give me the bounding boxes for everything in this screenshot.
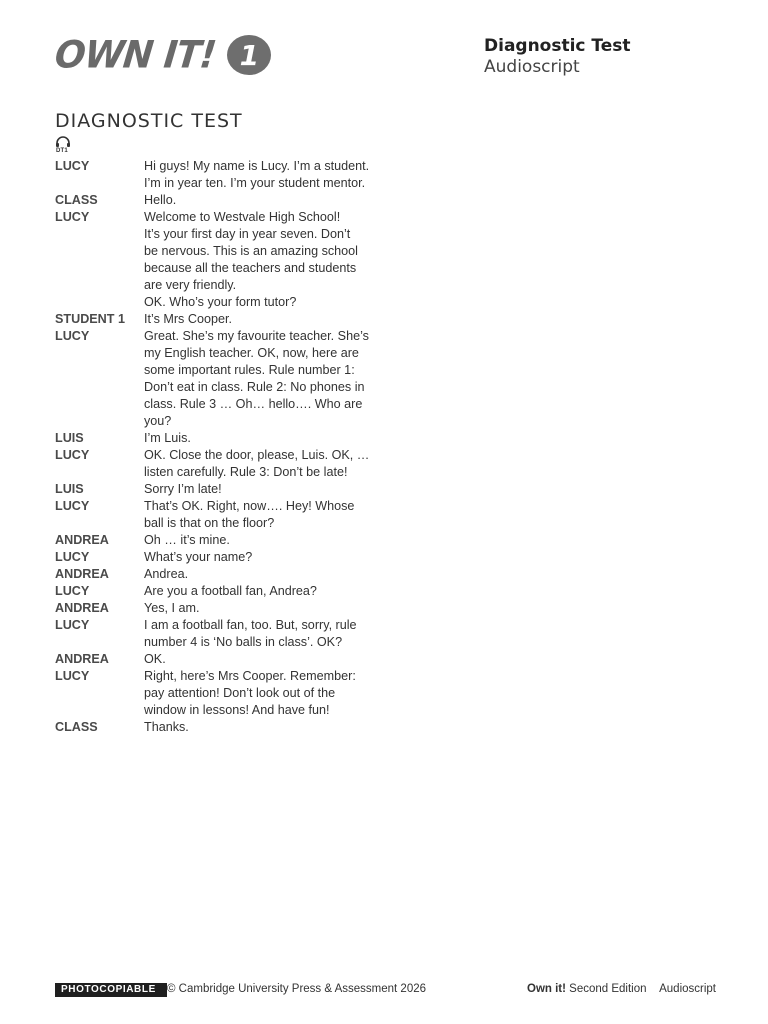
speaker-name: CLASS [55, 720, 98, 734]
headphones-icon [55, 136, 71, 148]
speech-line: ball is that on the floor? [144, 516, 275, 530]
page-footer [55, 982, 716, 998]
section-title: DIAGNOSTIC TEST [55, 110, 243, 132]
transcript-line [55, 498, 385, 532]
speech-text [144, 583, 372, 600]
speech-text [144, 498, 372, 532]
speech-text [144, 719, 372, 736]
footer-brand: Own it! [527, 983, 566, 995]
speech-text [144, 532, 372, 549]
speech-line: What’s your name? [144, 550, 253, 564]
speaker-name: STUDENT 1 [55, 312, 125, 326]
transcript-line [55, 566, 385, 583]
speech-line: Yes, I am. [144, 601, 200, 615]
speech-line: It’s Mrs Cooper. [144, 312, 232, 326]
transcript-line [55, 549, 385, 566]
logo-level-badge: 1 [227, 35, 271, 75]
speech-line: my English teacher. OK, now, here are [144, 346, 359, 360]
document-header [484, 36, 631, 78]
speech-text [144, 158, 372, 192]
speech-line: Are you a football fan, Andrea? [144, 584, 317, 598]
speech-line: Thanks. [144, 720, 189, 734]
speech-line: some important rules. Rule number 1: [144, 363, 355, 377]
logo [52, 30, 271, 80]
speech-line: listen carefully. Rule 3: Don’t be late! [144, 465, 348, 479]
speaker-name: ANDREA [55, 533, 109, 547]
speech-line: It’s your first day in year seven. Don’t [144, 227, 351, 241]
speech-text [144, 668, 372, 719]
footer-book-info [527, 982, 716, 997]
speech-line: Great. She’s my favourite teacher. She’s [144, 329, 369, 343]
audioscript-transcript [55, 158, 385, 736]
speech-line: I’m in year ten. I’m your student mentor. [144, 176, 366, 190]
logo-text: OWN IT! [52, 33, 218, 77]
speech-line: I’m Luis. [144, 431, 191, 445]
speech-line: I am a football fan, too. But, sorry, rule [144, 618, 357, 632]
speech-text [144, 447, 372, 481]
speaker-name: LUCY [55, 159, 90, 173]
speaker-name: CLASS [55, 193, 98, 207]
speech-line: class. Rule 3 … Oh… hello…. Who are [144, 397, 363, 411]
footer-doc-type: Audioscript [659, 983, 716, 995]
speech-line: OK. Close the door, please, Luis. OK, … [144, 448, 370, 462]
transcript-line [55, 719, 385, 736]
speech-line: Right, here’s Mrs Cooper. Remember: [144, 669, 356, 683]
speaker-name: LUCY [55, 329, 90, 343]
speech-text [144, 430, 372, 447]
header-subtitle: Audioscript [484, 57, 580, 77]
transcript-line [55, 328, 385, 430]
speech-line: be nervous. This is an amazing school [144, 244, 358, 258]
speaker-name: LUCY [55, 669, 90, 683]
speech-line: because all the teachers and students [144, 261, 357, 275]
audio-track [55, 136, 75, 156]
photocopiable-badge: PHOTOCOPIABLE [55, 983, 167, 997]
speech-text [144, 549, 372, 566]
speaker-name: LUCY [55, 584, 90, 598]
transcript-line [55, 311, 385, 328]
transcript-line [55, 192, 385, 209]
speech-text [144, 617, 372, 651]
speech-line: Hi guys! My name is Lucy. I’m a student. [144, 159, 370, 173]
speech-text [144, 651, 372, 668]
copyright-notice: © Cambridge University Press & Assessment 2026 [167, 983, 427, 995]
speech-line: window in lessons! And have fun! [144, 703, 330, 717]
speech-line: Don’t eat in class. Rule 2: No phones in [144, 380, 365, 394]
speaker-name: LUCY [55, 210, 90, 224]
speech-line: number 4 is ‘No balls in class’. OK? [144, 635, 343, 649]
speech-line: OK. [144, 652, 166, 666]
speaker-name: LUCY [55, 499, 90, 513]
transcript-line [55, 209, 385, 311]
speech-text [144, 328, 372, 430]
transcript-line [55, 600, 385, 617]
transcript-line [55, 583, 385, 600]
speech-text [144, 192, 372, 209]
speech-text [144, 311, 372, 328]
transcript-line [55, 532, 385, 549]
transcript-line [55, 481, 385, 498]
speech-line: OK. Who’s your form tutor? [144, 295, 297, 309]
speech-line: Sorry I’m late! [144, 482, 222, 496]
speech-text [144, 566, 372, 583]
speech-line: That’s OK. Right, now…. Hey! Whose [144, 499, 355, 513]
speaker-name: ANDREA [55, 567, 109, 581]
speaker-name: ANDREA [55, 601, 109, 615]
speaker-name: LUCY [55, 550, 90, 564]
transcript-line [55, 430, 385, 447]
speaker-name: ANDREA [55, 652, 109, 666]
speech-line: Oh … it’s mine. [144, 533, 230, 547]
speech-text [144, 600, 372, 617]
speech-text [144, 481, 372, 498]
speech-text [144, 209, 372, 311]
transcript-line [55, 447, 385, 481]
speech-line: Andrea. [144, 567, 189, 581]
header-title: Diagnostic Test [484, 36, 631, 56]
speech-line: pay attention! Don’t look out of the [144, 686, 336, 700]
speech-line: Welcome to Westvale High School! [144, 210, 341, 224]
speech-line: Hello. [144, 193, 177, 207]
speaker-name: LUIS [55, 482, 84, 496]
transcript-line [55, 651, 385, 668]
speech-line: you? [144, 414, 172, 428]
track-label: DT1 [56, 148, 68, 154]
footer-edition: Second Edition [569, 983, 647, 995]
transcript-line [55, 158, 385, 192]
transcript-line [55, 617, 385, 651]
speaker-name: LUCY [55, 618, 90, 632]
speaker-name: LUIS [55, 431, 84, 445]
transcript-line [55, 668, 385, 719]
speech-line: are very friendly. [144, 278, 237, 292]
speaker-name: LUCY [55, 448, 90, 462]
